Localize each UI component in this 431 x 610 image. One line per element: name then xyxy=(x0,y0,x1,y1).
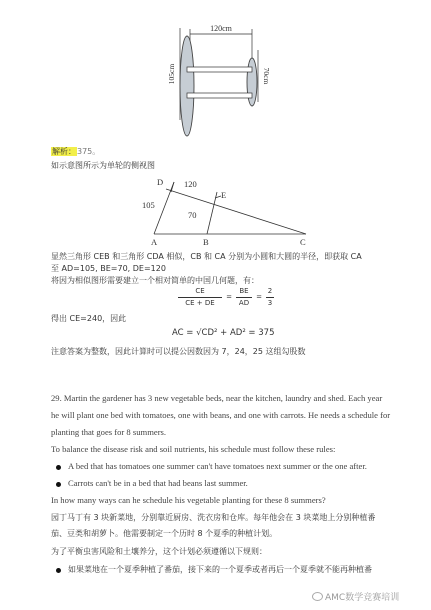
right-height-label: 70cm xyxy=(262,67,271,85)
point-a: A xyxy=(151,237,158,247)
point-c: C xyxy=(300,237,306,247)
problem-number: 29. xyxy=(51,393,62,403)
solution-header xyxy=(51,146,100,157)
left-height-label: 105cm xyxy=(167,63,176,85)
solution-line-1: 如示意图所示为单轮的侧视图 xyxy=(51,161,155,170)
explanation-line-3: 将因为相似图形需要建立一个相对简单的中国几何题，有： xyxy=(51,276,259,285)
width-label: 120cm xyxy=(210,24,232,33)
explanation-line-5: 注意答案为整数，因此计算时可以提公因数因为 7，24，25 这组勾股数 xyxy=(51,347,306,356)
problem-question: In how many ways can he schedule his vegetable planting for these 8 summers? xyxy=(51,495,326,505)
problem-text-line-1: 29. Martin the gardener has 3 new vegetable beds, near the kitchen, laundry and shed. Each year xyxy=(51,393,383,403)
axle-figure xyxy=(150,20,280,150)
point-d: D xyxy=(157,177,164,187)
solution-answer: 375。 xyxy=(77,147,101,156)
wechat-icon xyxy=(312,592,323,601)
segment-dc xyxy=(166,189,306,234)
frac1-numerator: CE xyxy=(195,287,205,295)
watermark: AMC数学竞赛培训 xyxy=(312,590,399,603)
rule-2: Carrots can't be in a bed that had beans last summer. xyxy=(68,478,248,488)
problem-zh-line-1: 园丁马丁有 3 块新菜地，分别靠近厨房、洗衣房和仓库。每年他会在 3 块菜地上分别种植番 xyxy=(51,513,376,522)
lower-axle xyxy=(187,93,252,98)
frac2-denominator: AD xyxy=(238,299,250,307)
upper-axle xyxy=(187,67,252,72)
label-da: 105 xyxy=(142,200,155,210)
point-b: B xyxy=(203,237,209,247)
explanation-line-1: 显然三角形 CEB 和三角形 CDA 相似，CB 和 CA 分别为小圆和大圆的半径，即获取 CA xyxy=(51,252,362,261)
frac1-denominator: CE + DE xyxy=(185,299,215,307)
problem-zh-line-2: 茄、豆类和胡萝卜。他需要制定一个历时 8 个夏季的种植计划。 xyxy=(51,529,278,538)
large-wheel xyxy=(180,36,194,136)
label-de: 120 xyxy=(184,179,197,189)
problem-zh-line-3: 为了平衡虫害风险和土壤养分，这个计划必须遵循以下规则： xyxy=(51,547,267,556)
label-eb: 70 xyxy=(188,210,197,220)
segment-ad xyxy=(154,182,174,234)
pythagoras-equation: AC = √CD² + AD² = 375 xyxy=(172,328,275,338)
triangle-figure xyxy=(130,170,320,250)
problem-zh-rule-1: 如果菜地在一个夏季种植了番茄，接下来的一个夏季或者再后一个夏季就不能再种植番 xyxy=(68,565,372,574)
explanation-line-2: 至 AD=105, BE=70, DE=120 xyxy=(51,264,166,273)
bullet-2 xyxy=(56,482,61,487)
bullet-1 xyxy=(56,465,61,470)
segment-be xyxy=(207,192,217,234)
rule-1: A bed that has tomatoes one summer can't have tomatoes next summer or the one after. xyxy=(68,461,367,471)
explanation-line-4: 得出 CE=240，因此 xyxy=(51,314,127,323)
bullet-3 xyxy=(56,568,61,573)
equals-sign-1: = xyxy=(226,293,232,301)
equals-sign-2: = xyxy=(256,293,262,301)
frac2-numerator: BE xyxy=(239,287,249,295)
small-wheel xyxy=(247,58,257,106)
frac3-numerator: 2 xyxy=(267,287,273,295)
solution-tag: 解析： xyxy=(52,147,76,156)
point-e: E xyxy=(221,190,227,200)
frac3-denominator: 3 xyxy=(267,299,273,307)
problem-rules-intro: To balance the disease risk and soil nutrients, his schedule must follow these rules: xyxy=(51,444,336,454)
problem-text-line-3: planting that goes for 8 summers. xyxy=(51,427,167,437)
problem-text-line-2: he will plant one bed with tomatoes, one with beans, and one with carrots. He needs a schedule for xyxy=(51,410,391,420)
